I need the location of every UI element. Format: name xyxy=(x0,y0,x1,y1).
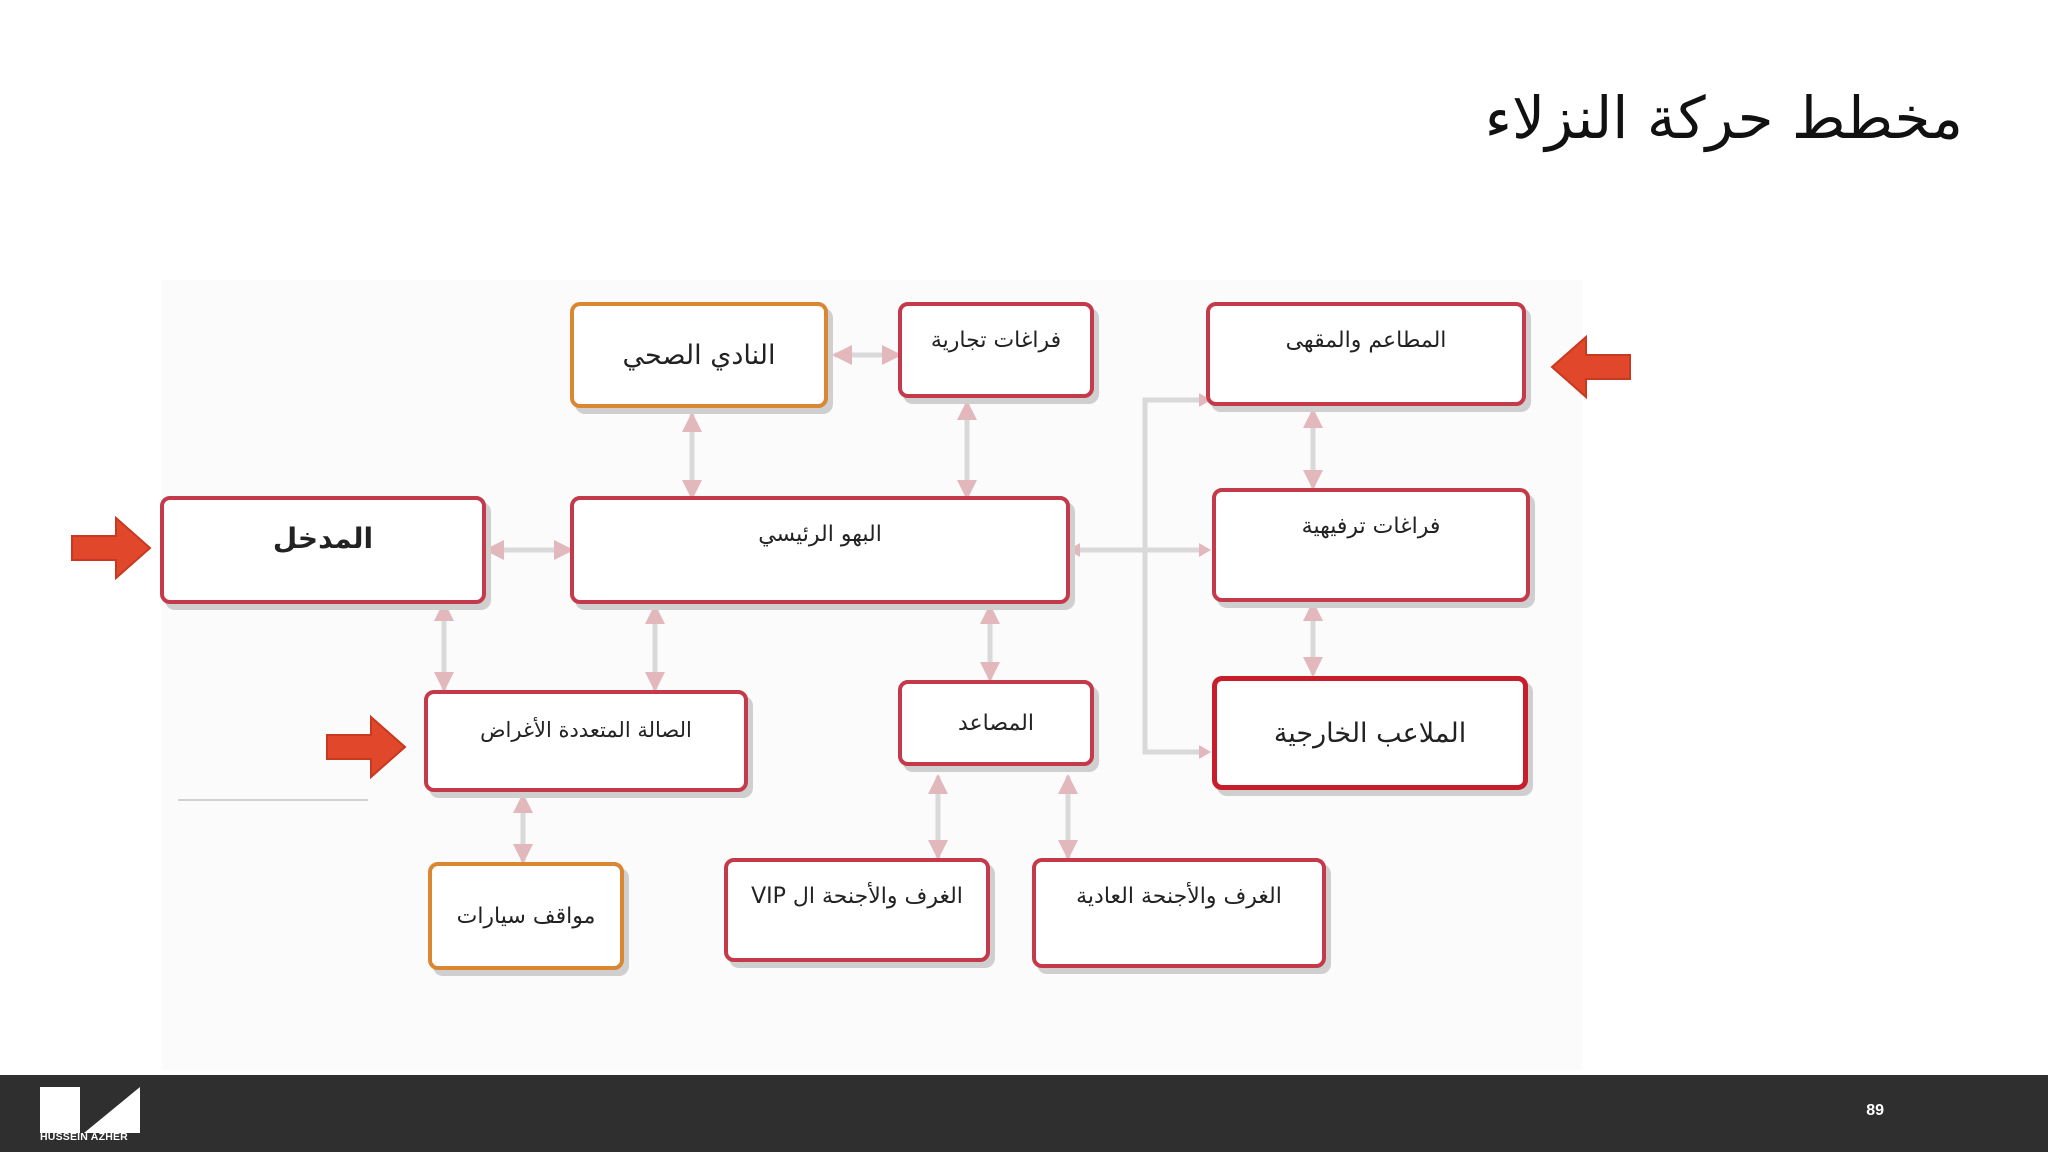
node-regular-rooms-suites-label: الغرف والأجنحة العادية xyxy=(1076,884,1282,909)
node-parking xyxy=(428,862,624,970)
restaurants-entry-arrow xyxy=(1552,337,1630,397)
node-parking-label: مواقف سيارات xyxy=(456,903,596,929)
node-restaurants-cafe-label: المطاعم والمقهى xyxy=(1285,328,1447,353)
brand-name: HUSSEIN AZHER xyxy=(40,1131,128,1143)
node-commercial-spaces-label: فراغات تجارية xyxy=(930,328,1062,353)
multipurpose-entry-arrow xyxy=(327,717,405,777)
connector-lobby-to-right-branch xyxy=(1073,400,1205,550)
node-main-lobby-label: البهو الرئيسي xyxy=(758,522,882,547)
node-entrance-label: المدخل xyxy=(272,522,374,555)
node-elevators-label: المصاعد xyxy=(958,710,1034,736)
page-number: 89 xyxy=(1866,1102,1884,1119)
node-restaurants-cafe xyxy=(1206,302,1526,406)
node-multipurpose-hall-label: الصالة المتعددة الأغراض xyxy=(480,718,692,742)
node-outdoor-courts-label: الملاعب الخارجية xyxy=(1273,717,1467,749)
node-health-club-label: النادي الصحي xyxy=(622,339,776,371)
node-recreational-spaces-label: فراغات ترفيهية xyxy=(1301,514,1441,539)
node-recreational-spaces xyxy=(1212,488,1530,602)
slide-title: مخطط حركة النزلاء xyxy=(1484,84,1963,152)
connector-branch-to-outdoor xyxy=(1145,550,1205,752)
node-main-lobby xyxy=(570,496,1070,604)
node-elevators xyxy=(898,680,1094,766)
node-vip-rooms-suites xyxy=(724,858,990,962)
node-vip-rooms-suites-label: الغرف والأجنحة ال VIP xyxy=(751,884,963,909)
entrance-entry-arrow xyxy=(72,518,150,578)
node-health-club xyxy=(570,302,828,408)
node-outdoor-courts xyxy=(1212,676,1528,790)
node-entrance xyxy=(160,496,486,604)
node-regular-rooms-suites xyxy=(1032,858,1326,968)
footer-bar xyxy=(0,1075,2048,1152)
arrowhead-recreational xyxy=(1199,543,1211,557)
arrowhead-outdoor xyxy=(1199,745,1211,759)
node-commercial-spaces xyxy=(898,302,1094,398)
node-multipurpose-hall xyxy=(424,690,748,792)
